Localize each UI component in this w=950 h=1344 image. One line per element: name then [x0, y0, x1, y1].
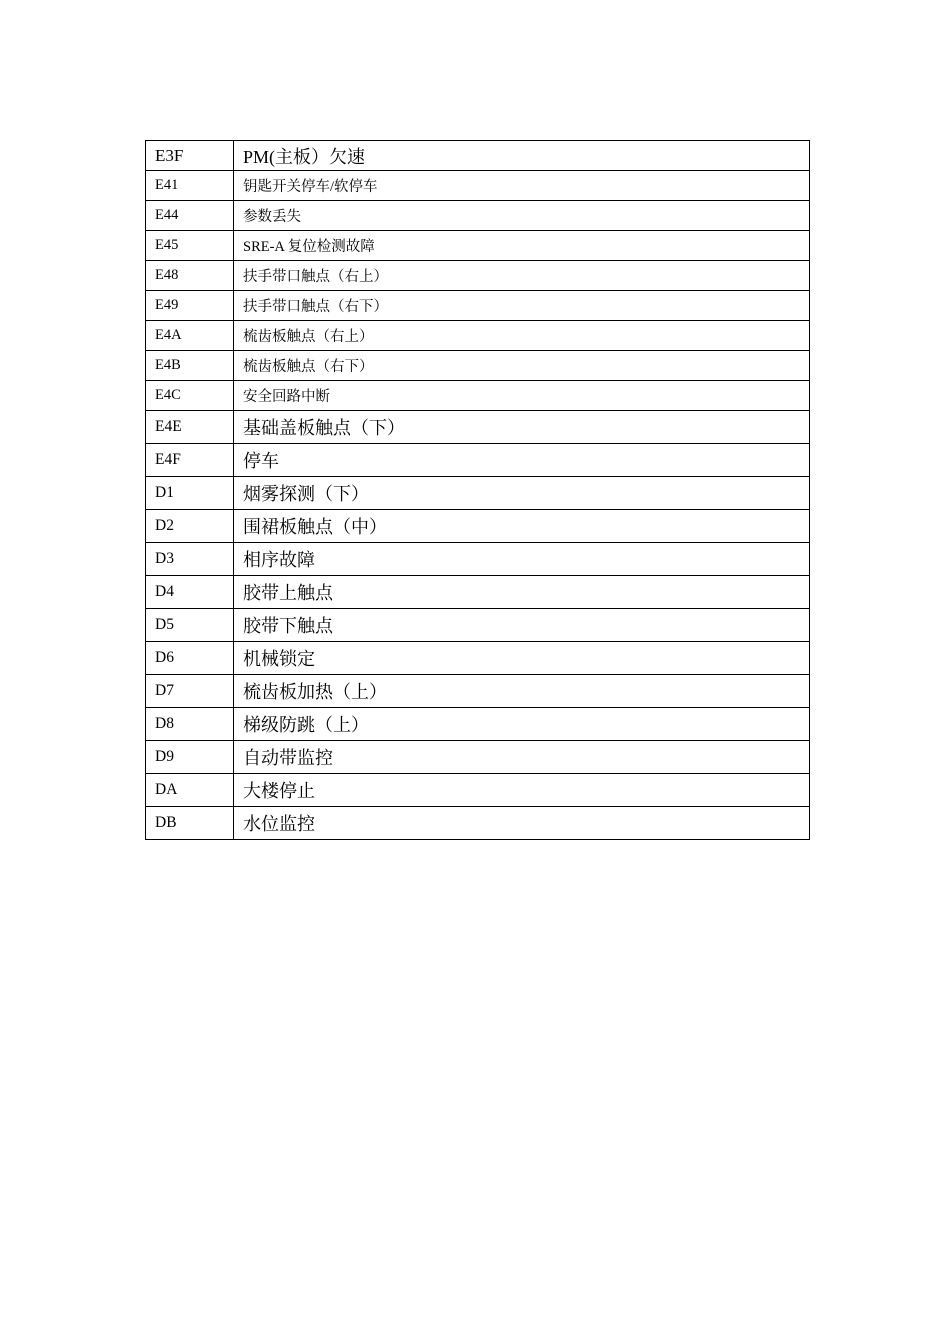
error-code-cell: E45	[146, 231, 234, 261]
error-code-cell: DA	[146, 774, 234, 807]
error-code-cell: E4C	[146, 381, 234, 411]
error-code-cell: E48	[146, 261, 234, 291]
table-row	[146, 576, 810, 609]
error-code-cell: E3F	[146, 141, 234, 171]
error-description-cell: 扶手带口触点（右下）	[234, 291, 810, 321]
error-code-cell: E49	[146, 291, 234, 321]
error-code-cell: E4A	[146, 321, 234, 351]
table-row	[146, 201, 810, 231]
table-row	[146, 411, 810, 444]
table-row	[146, 381, 810, 411]
error-description-cell: 胶带上触点	[234, 576, 810, 609]
table-row	[146, 510, 810, 543]
error-description-cell: 相序故障	[234, 543, 810, 576]
table-row	[146, 351, 810, 381]
error-code-cell: D3	[146, 543, 234, 576]
error-code-cell: E44	[146, 201, 234, 231]
table-row	[146, 291, 810, 321]
error-description-cell: 梳齿板触点（右下）	[234, 351, 810, 381]
error-code-cell: D6	[146, 642, 234, 675]
error-code-cell: D7	[146, 675, 234, 708]
error-description-cell: 大楼停止	[234, 774, 810, 807]
error-code-cell: D1	[146, 477, 234, 510]
error-code-table	[145, 140, 810, 840]
error-description-cell: 烟雾探测（下）	[234, 477, 810, 510]
error-description-cell: 梯级防跳（上）	[234, 708, 810, 741]
error-code-cell: D8	[146, 708, 234, 741]
error-description-cell: SRE-A 复位检测故障	[234, 231, 810, 261]
error-code-cell: E4F	[146, 444, 234, 477]
error-description-cell: 机械锁定	[234, 642, 810, 675]
table-row	[146, 444, 810, 477]
error-code-cell: D2	[146, 510, 234, 543]
error-code-cell: E41	[146, 171, 234, 201]
table-row	[146, 321, 810, 351]
error-code-cell: D4	[146, 576, 234, 609]
error-description-cell: 钥匙开关停车/软停车	[234, 171, 810, 201]
table-row	[146, 261, 810, 291]
error-code-cell: E4B	[146, 351, 234, 381]
error-description-cell: 基础盖板触点（下）	[234, 411, 810, 444]
table-row	[146, 774, 810, 807]
error-description-cell: 自动带监控	[234, 741, 810, 774]
table-row	[146, 675, 810, 708]
error-description-cell: 水位监控	[234, 807, 810, 840]
error-code-cell: D9	[146, 741, 234, 774]
table-row	[146, 231, 810, 261]
table-row	[146, 171, 810, 201]
table-row	[146, 708, 810, 741]
table-row	[146, 141, 810, 171]
table-row	[146, 609, 810, 642]
error-description-cell: 梳齿板触点（右上）	[234, 321, 810, 351]
table-row	[146, 741, 810, 774]
error-description-cell: 安全回路中断	[234, 381, 810, 411]
error-description-cell: 围裙板触点（中）	[234, 510, 810, 543]
table-row	[146, 642, 810, 675]
table-row	[146, 807, 810, 840]
error-code-cell: DB	[146, 807, 234, 840]
error-description-cell: 梳齿板加热（上）	[234, 675, 810, 708]
error-description-cell: 胶带下触点	[234, 609, 810, 642]
error-description-cell: 参数丢失	[234, 201, 810, 231]
table-row	[146, 477, 810, 510]
error-description-cell: PM(主板）欠速	[234, 141, 810, 171]
error-code-cell: D5	[146, 609, 234, 642]
error-description-cell: 扶手带口触点（右上）	[234, 261, 810, 291]
table-row	[146, 543, 810, 576]
error-code-cell: E4E	[146, 411, 234, 444]
error-description-cell: 停车	[234, 444, 810, 477]
